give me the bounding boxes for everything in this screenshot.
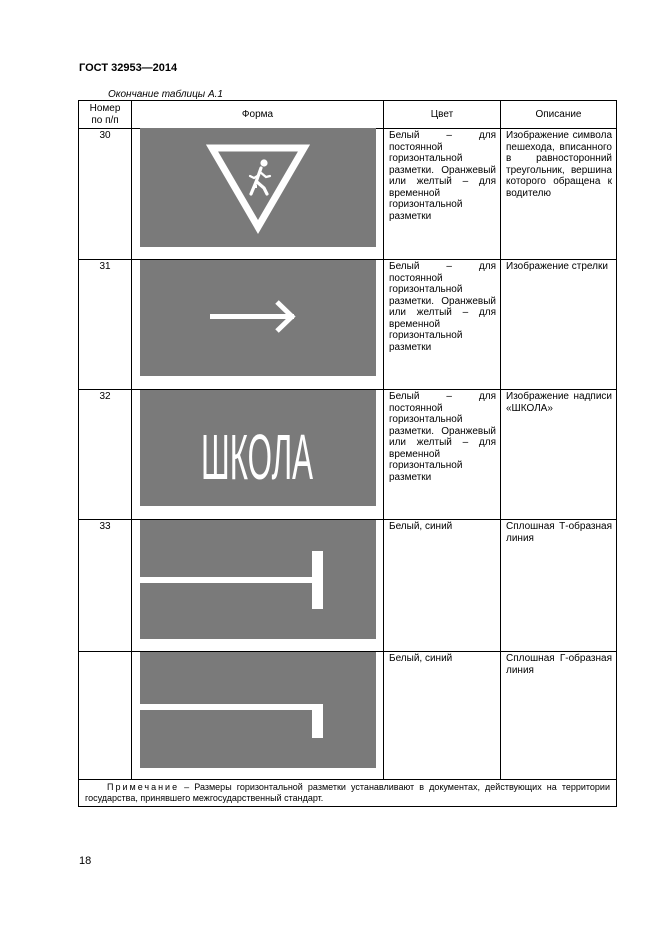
column-header-color: Цвет xyxy=(384,101,501,129)
table-row xyxy=(79,652,617,780)
row-shape xyxy=(132,520,384,652)
marking-table xyxy=(78,100,617,807)
page-number: 18 xyxy=(79,855,92,867)
color-cell: Белый – для постоянной горизонтальной разметки. Оранжевый или желтый – для временной горизонтальной разметки xyxy=(384,260,501,390)
g-line-marking xyxy=(140,652,376,770)
color-cell: Белый, синий xyxy=(384,520,501,652)
table-row xyxy=(79,129,617,260)
table-caption: Окончание таблицы А.1 xyxy=(108,89,223,100)
table-note xyxy=(79,780,617,807)
color-cell: Белый, синий xyxy=(384,652,501,780)
table-row xyxy=(79,260,617,390)
color-cell: Белый – для постоянной горизонтальной разметки. Оранжевый или желтый – для временной горизонтальной разметки xyxy=(384,390,501,520)
description-cell: Сплошная Т-образная линия xyxy=(501,520,617,652)
t-line-marking xyxy=(140,520,376,640)
description-cell: Изображение символа пешехода, вписанного в равносторонний треугольник, вершина которого обращена к водителю xyxy=(501,129,617,260)
row-number: 33 xyxy=(79,520,132,652)
table-header-row xyxy=(79,101,617,129)
column-header-desc: Описание xyxy=(501,101,617,129)
description-cell: Изображение стрелки xyxy=(501,260,617,390)
row-shape xyxy=(132,260,384,390)
arrow-marking xyxy=(140,260,376,376)
description-cell: Изображение надписи «ШКОЛА» xyxy=(501,390,617,520)
row-number: 31 xyxy=(79,260,132,390)
column-header-form: Форма xyxy=(132,101,384,129)
row-shape xyxy=(132,129,384,260)
school-text-marking xyxy=(140,390,376,506)
school-text: ШКОЛА xyxy=(201,421,314,493)
document-header: ГОСТ 32953—2014 xyxy=(79,62,178,74)
pedestrian-triangle-marking xyxy=(140,128,376,248)
note-label: Примечание xyxy=(107,782,180,792)
row-shape xyxy=(132,390,384,520)
row-shape xyxy=(132,652,384,780)
row-number: 30 xyxy=(79,129,132,260)
row-number xyxy=(79,652,132,780)
color-cell: Белый – для постоянной горизонтальной разметки. Оранжевый или желтый – для временной горизонтальной разметки xyxy=(384,129,501,260)
table-row xyxy=(79,390,617,520)
table-row xyxy=(79,520,617,652)
column-header-num: Номер по п/п xyxy=(79,101,132,129)
description-cell: Сплошная Г-образная линия xyxy=(501,652,617,780)
note-text: – Размеры горизонтальной разметки устанавливают в документах, действующих на территории государства, принявшего межгосударственный стандарт. xyxy=(85,782,610,803)
note-row xyxy=(79,780,617,807)
row-number: 32 xyxy=(79,390,132,520)
